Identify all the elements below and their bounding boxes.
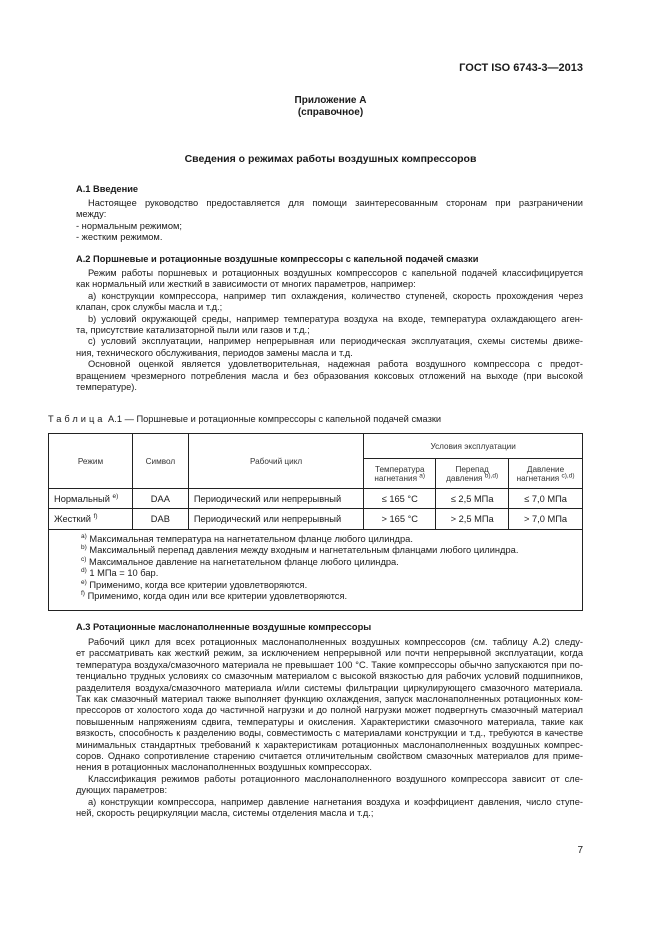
section-a3-heading: А.3 Ротационные маслонаполненные воздушные компрессоры: [76, 622, 372, 632]
text-line: b) условий окружающей среды, например температура воздуха на входе, температура охлаждающего аген-: [88, 313, 583, 324]
text-line: нения в ротационных маслонаполненных воздушных компрессорах.: [76, 762, 373, 773]
table-row: [49, 489, 583, 509]
table-footnotes-row: [49, 530, 583, 611]
standard-number: ГОСТ ISO 6743-3—2013: [459, 62, 583, 74]
table-caption-label: Таблица: [48, 414, 106, 424]
text-line: соров. Однако сопротивление старению считается отличительным свойством смазочных материалов для приме-: [76, 751, 583, 762]
table-header-row: [49, 434, 583, 459]
cell-symbol: DAB: [132, 509, 188, 530]
text-line: прессоров от холостого хода до частичной нагрузки и до полной нагрузки может подвергнуть смазочный материал: [76, 705, 583, 716]
header-symbol: Символ: [132, 434, 188, 489]
cell-pressure: > 7,0 МПа: [509, 509, 583, 530]
text-line: та, присутствие катализаторной пыли или газов и т.д.;: [76, 325, 310, 336]
compressor-modes-table: [48, 433, 583, 611]
footnote: $^{d)}$ 1 МПа = 10 бар.: [81, 567, 159, 579]
page-number: 7: [577, 845, 583, 856]
cell-temp: ≤ 165 °С: [364, 489, 436, 509]
text-line: повышенным напряжениям сдвига, температуры и окисления. Характеристики смазочного материала, такие как: [76, 716, 583, 727]
table-caption-text: А.1 — Поршневые и ротационные компрессоры с капельной подачей смазки: [105, 414, 442, 424]
text-line: ет рассматривать как жесткий режим, за исключением непрерывной или почти непрерывной эксплуатации, когда: [76, 648, 583, 659]
text-line: разделителя воздуха/смазочного материала и/или системы фильтрации циркулирующего смазочного материала.: [76, 682, 583, 693]
text-line: между:: [76, 209, 107, 220]
table-footnotes: [49, 530, 583, 611]
table-row: [49, 509, 583, 530]
section-a2-heading: А.2 Поршневые и ротационные воздушные компрессоры с капельной подачей смазки: [76, 254, 479, 264]
header-pressure: Давление нагнетания $^{c),d)}$: [509, 459, 583, 489]
text-line: тенциально трудных условиях со смазочным материалом с высокой вязкостью для рабочих условий подшипников,: [76, 671, 583, 682]
text-line: температура воздуха/смазочного материала не превышает 100 °С. Такие компрессоры обычно запускаются при по-: [76, 659, 583, 670]
text-line: дующих параметров:: [76, 785, 168, 796]
text-line: клапан, срок службы масла и т.д.;: [76, 302, 223, 313]
section-a1-body: [76, 198, 583, 244]
text-line: c) условий эксплуатации, например непрерывная или периодическая эксплуатация, схемы системы движе-: [88, 336, 583, 347]
footnote: $^{a)}$ Максимальная температура на нагнетательном фланце любого цилиндра.: [81, 532, 413, 544]
header-drop: Перепад давления $^{b),d)}$: [436, 459, 509, 489]
cell-mode: Нормальный $^{e)}$: [49, 489, 133, 509]
text-line: вращением чрезмерного потребления масла и без образования коксовых отложений на выходе (при высокой: [76, 370, 583, 381]
cell-drop: > 2,5 МПа: [436, 509, 509, 530]
text-line: а) конструкции компрессора, например тип охлаждения, количество ступеней, скорость прохождения через: [88, 290, 583, 301]
table-caption: [48, 414, 441, 424]
header-cycle: Рабочий цикл: [188, 434, 363, 489]
text-line: а) конструкции компрессора, например давление нагнетания воздуха и коэффициент давления, число ступе-: [88, 796, 583, 807]
cell-cycle: Периодический или непрерывный: [188, 509, 363, 530]
footnote: $^{c)}$ Максимальное давление на нагнетательном фланце любого цилиндра.: [81, 555, 399, 567]
text-line: Рабочий цикл для всех ротационных маслонаполненных воздушных компрессоров (см. таблицу А.2) следу-: [88, 637, 583, 647]
text-line: Режим работы поршневых и ротационных воздушных компрессоров с капельной подачей классифицируется: [88, 268, 583, 278]
cell-cycle: Периодический или непрерывный: [188, 489, 363, 509]
cell-temp: > 165 °С: [364, 509, 436, 530]
section-a1-heading: А.1 Введение: [76, 184, 139, 194]
section-a2-body: [76, 268, 583, 393]
text-line: температуре).: [76, 382, 137, 393]
cell-pressure: ≤ 7,0 МПа: [509, 489, 583, 509]
cell-drop: ≤ 2,5 МПа: [436, 489, 509, 509]
list-item: - жестким режимом.: [76, 232, 163, 243]
header-conditions: Условия эксплуатации: [364, 434, 583, 459]
cell-mode: Жесткий $^{f)}$: [49, 509, 133, 530]
text-line: минимальных стандартных требований к характеристикам ротационных маслонаполненных воздушных компрес-: [76, 739, 583, 750]
list-item: - нормальным режимом;: [76, 220, 182, 231]
cell-symbol: DAA: [132, 489, 188, 509]
main-title: Сведения о режимах работы воздушных компрессоров: [184, 153, 477, 165]
section-a3-body: [76, 637, 583, 820]
footnote: $^{f)}$ Применимо, когда один или все критерии удовлетворяются.: [81, 589, 348, 602]
text-line: Так как смазочный материал также выполняет функцию охлаждения, запуск маслонаполненных ротационных ком-: [76, 694, 583, 705]
header-mode: Режим: [49, 434, 133, 489]
text-line: вязкость, способность к разделению воды, совместимость с материалами конструкции и т.д., требуются в качестве: [76, 728, 583, 739]
footnote: $^{b)}$ Максимальный перепад давления между входным и нагнетательным фланцами любого цилиндра.: [81, 544, 519, 556]
text-line: Настоящее руководство предоставляется для помощи заинтересованным сторонам при разграничении: [88, 198, 583, 208]
text-line: Основной оценкой является удовлетворительная, надежная работа воздушного компрессора с предот-: [88, 359, 583, 370]
text-line: ней, скорость рециркуляции масла, системы отделения масла и т.д.;: [76, 808, 374, 819]
appendix-title: Приложение А: [294, 95, 367, 106]
text-line: ния, технического обслуживания, периодов замены масла и т.д.: [76, 347, 353, 358]
header-temp: Температура нагнетания $^{a)}$: [364, 459, 436, 489]
text-line: Классификация режимов работы ротационного маслонаполненного воздушного компрессора зависит от сле-: [88, 773, 583, 784]
footnote: $^{e)}$ Применимо, когда все критерии удовлетворяются.: [81, 578, 308, 590]
text-line: как нормальный или жесткий в зависимости от многих параметров, например:: [76, 279, 416, 290]
appendix-subtitle: (справочное): [297, 107, 364, 118]
